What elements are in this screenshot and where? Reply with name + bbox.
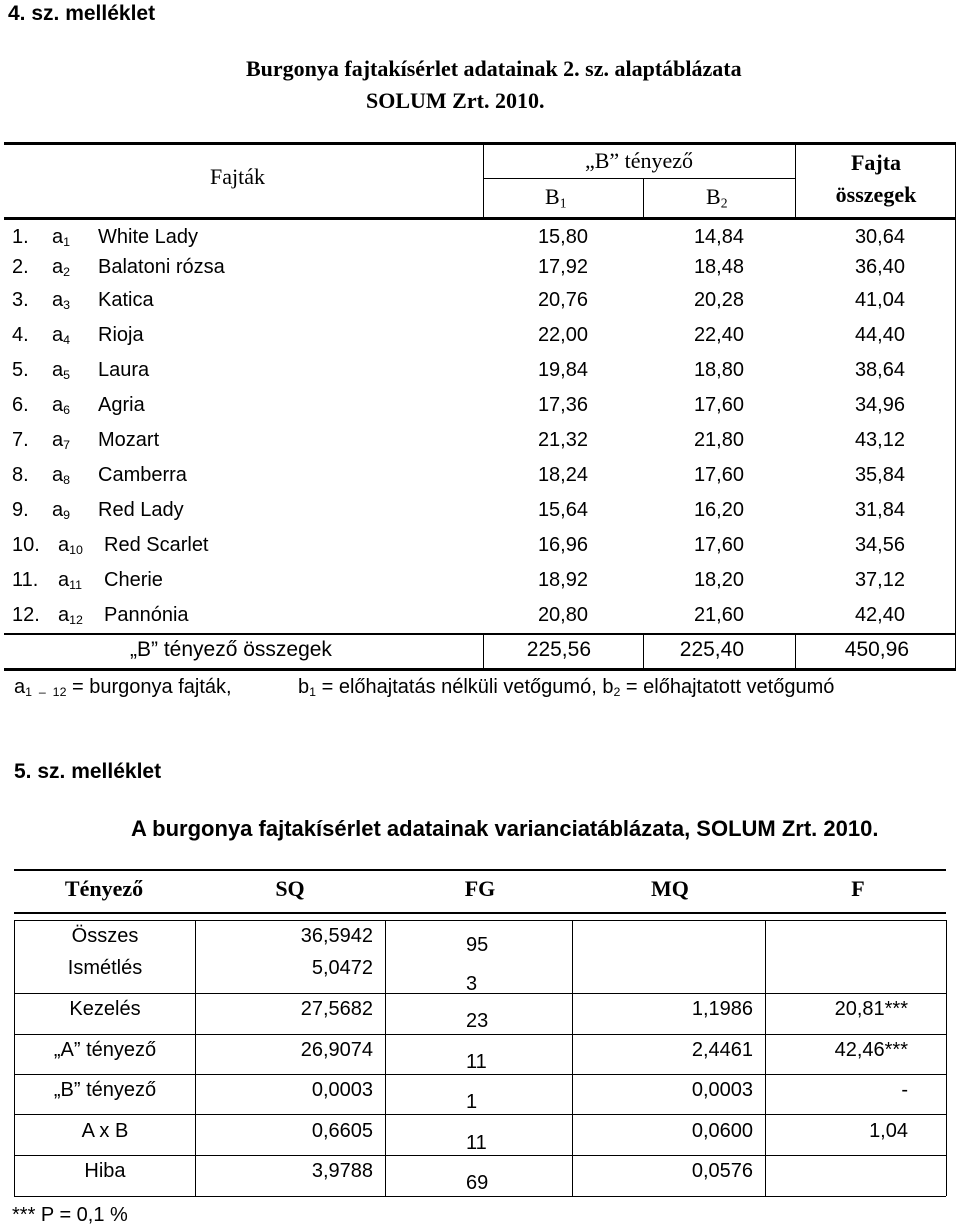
value-total: 43,12 (854, 429, 905, 451)
variety-name: Rioja (98, 324, 144, 346)
row-number: 3. (12, 289, 29, 311)
header-tenyezo: Tényező (64, 876, 144, 901)
value-b2: 17,60 (693, 534, 744, 556)
value-total: 41,04 (854, 289, 905, 311)
mq-value: 0,0576 (691, 1160, 753, 1182)
row-number: 11. (12, 569, 39, 591)
header-f: F (851, 876, 865, 901)
row-code-letter: a (58, 604, 70, 626)
row-code-sub: 4 (63, 333, 71, 348)
table2-top-border (14, 869, 946, 871)
factor-label: Kezelés (69, 998, 141, 1020)
row-number: 6. (12, 394, 29, 416)
row-code-letter: a (52, 226, 64, 248)
value-total: 35,84 (854, 464, 905, 486)
footnote-a-code: a (14, 676, 26, 698)
row-code-sub: 7 (63, 438, 71, 453)
value-b1: 19,84 (537, 359, 588, 381)
footnote-a-sub: 1 – 12 (25, 685, 67, 700)
variety-name: Cherie (104, 569, 163, 591)
sq-value: 3,9788 (311, 1160, 373, 1182)
row-code-letter: a (52, 289, 64, 311)
sq-value: 26,9074 (300, 1039, 373, 1061)
fg-value: 69 (466, 1172, 489, 1194)
value-b1: 15,64 (537, 499, 588, 521)
row-number: 8. (12, 464, 29, 486)
row-code-sub: 2 (63, 265, 71, 280)
row-code (58, 534, 83, 557)
value-b2: 17,60 (693, 394, 744, 416)
table2-header-bottom-border2 (14, 920, 946, 921)
row-code-sub: 10 (69, 543, 83, 558)
row-code (52, 394, 70, 417)
factor-label: „B” tényező (53, 1079, 157, 1101)
fg-value: 23 (466, 1010, 489, 1032)
annex4-title-text1: Burgonya fajtakísérlet adatainak 2. sz. alaptáblázata (246, 56, 742, 81)
table2-row-line (14, 1074, 946, 1075)
value-b1: 21,32 (537, 429, 588, 451)
value-b2: 16,20 (693, 499, 744, 521)
value-b1: 22,00 (537, 324, 588, 346)
value-b1: 15,80 (537, 226, 588, 248)
value-b2: 22,40 (693, 324, 744, 346)
footnote-b1-sub: 1 (309, 685, 317, 700)
annex4-heading: 4. sz. melléklet (8, 2, 156, 25)
row-code-sub: 11 (69, 578, 82, 593)
row-code (52, 324, 70, 347)
row-number: 1. (12, 226, 29, 248)
footnote-b-code: b (298, 676, 310, 698)
value-total: 44,40 (854, 324, 905, 346)
row-code-sub: 1 (63, 235, 71, 250)
factor-label: Ismétlés (67, 957, 143, 979)
row-code (58, 569, 82, 592)
row-code-letter: a (52, 429, 64, 451)
mq-value: 1,1986 (691, 998, 753, 1020)
col-totals-line2: összegek (835, 182, 917, 207)
row-number: 12. (12, 604, 40, 626)
fg-value: 11 (466, 1051, 487, 1073)
f-value: - (901, 1079, 908, 1101)
table2-col-line (385, 920, 386, 1196)
row-code (52, 256, 70, 279)
row-code-sub: 8 (63, 473, 71, 488)
value-b2: 17,60 (693, 464, 744, 486)
col-b2 (706, 184, 728, 210)
value-b1: 18,24 (537, 464, 588, 486)
value-b2: 20,28 (693, 289, 744, 311)
col-b1-sub: 1 (559, 195, 567, 211)
footnote-varieties (14, 676, 232, 699)
value-b1: 17,36 (537, 394, 588, 416)
value-total: 38,64 (854, 359, 905, 381)
footnote-b2-text: = előhajtatott vetőgumó (620, 676, 835, 698)
value-total: 37,12 (854, 569, 905, 591)
value-b2: 14,84 (693, 226, 744, 248)
footnote-b1-text: = előhajtatás nélküli vetőgumó, b (316, 676, 614, 698)
table1-vline-b2 (643, 178, 644, 218)
value-b2: 18,48 (693, 256, 744, 278)
row-code (52, 359, 70, 382)
value-total: 36,40 (854, 256, 905, 278)
row-code (58, 604, 83, 627)
table1-right-border (955, 142, 956, 670)
variety-name: Red Lady (98, 499, 184, 521)
value-b1: 20,80 (537, 604, 588, 626)
significance-note: *** P = 0,1 % (12, 1204, 128, 1226)
row-code (52, 464, 70, 487)
sum-row-label: „B” tényező összegek (130, 638, 332, 661)
variety-name: Red Scarlet (104, 534, 209, 556)
variety-name: Agria (98, 394, 145, 416)
annex4-title-line2: SOLUM Zrt. 2010. (366, 88, 545, 113)
table2-row-line (14, 1155, 946, 1156)
value-total: 30,64 (854, 226, 905, 248)
sq-value: 0,0003 (311, 1079, 373, 1101)
col-totals-line1: Fajta (850, 150, 902, 175)
fg-value: 95 (466, 934, 489, 956)
table2-header-bottom-border (14, 912, 946, 914)
col-varieties: Fajták (210, 164, 265, 189)
sq-value: 27,5682 (300, 998, 373, 1020)
variety-name: Pannónia (104, 604, 189, 626)
value-b1: 17,92 (537, 256, 588, 278)
mq-value: 0,0003 (691, 1079, 753, 1101)
header-sq: SQ (275, 876, 305, 901)
table1-sum-bottom-border (4, 668, 956, 671)
sum-row-b2: 225,40 (679, 638, 744, 661)
f-value: 42,46*** (834, 1039, 908, 1061)
row-code-letter: a (52, 464, 64, 486)
mq-value: 2,4461 (691, 1039, 753, 1061)
annex5-title: A burgonya fajtakísérlet adatainak varianciatáblázata, SOLUM Zrt. 2010. (131, 816, 879, 841)
row-number: 4. (12, 324, 29, 346)
factor-label: Hiba (84, 1160, 126, 1182)
footnote-a-text: = burgonya fajták, (66, 676, 232, 698)
variety-name: Laura (98, 359, 150, 381)
table2-row-line (14, 1034, 946, 1035)
row-code-letter: a (52, 324, 64, 346)
factor-label: Összes (71, 925, 139, 947)
sq-value: 36,5942 (300, 925, 373, 947)
row-code-letter: a (52, 499, 64, 521)
value-b1: 18,92 (537, 569, 588, 591)
table1-top-border (4, 142, 956, 145)
row-code-sub: 9 (63, 508, 71, 523)
row-code-sub: 12 (69, 613, 83, 628)
value-b2: 21,80 (693, 429, 744, 451)
fg-value: 3 (466, 973, 478, 995)
row-number: 5. (12, 359, 29, 381)
table2-row-line (14, 1196, 946, 1197)
row-number: 2. (12, 256, 29, 278)
row-code (52, 226, 70, 249)
table2-col-line (946, 920, 947, 1196)
value-total: 42,40 (854, 604, 905, 626)
col-b2-letter: B (706, 184, 721, 209)
row-code-letter: a (52, 359, 64, 381)
variety-name: Katica (98, 289, 154, 311)
sq-value: 0,6605 (311, 1120, 373, 1142)
value-b2: 18,20 (693, 569, 744, 591)
row-code-letter: a (52, 256, 64, 278)
row-code-sub: 6 (63, 403, 71, 418)
table2-row-line (14, 1114, 946, 1115)
row-code-sub: 3 (63, 298, 71, 313)
sum-row-b1: 225,56 (526, 638, 591, 661)
factor-label: A x B (81, 1120, 129, 1142)
table1-header-bottom-border (4, 217, 956, 220)
value-total: 34,96 (854, 394, 905, 416)
row-code-letter: a (58, 569, 70, 591)
col-b2-sub: 2 (720, 195, 728, 211)
f-value: 20,81*** (834, 998, 908, 1020)
variety-name: Mozart (98, 429, 160, 451)
value-b1: 16,96 (537, 534, 588, 556)
row-number: 10. (12, 534, 40, 556)
table1-sum-top-border (4, 633, 956, 635)
footnote-tubers (298, 676, 834, 699)
variety-name: Camberra (98, 464, 187, 486)
value-b1: 20,76 (537, 289, 588, 311)
col-b1-letter: B (545, 184, 560, 209)
row-number: 7. (12, 429, 29, 451)
sq-value: 5,0472 (311, 957, 373, 979)
row-code (52, 289, 70, 312)
value-b2: 21,60 (693, 604, 744, 626)
footnote-b2-sub: 2 (613, 685, 621, 700)
variety-name: Balatoni rózsa (98, 256, 225, 278)
row-code-letter: a (52, 394, 64, 416)
row-number: 9. (12, 499, 29, 521)
row-code (52, 499, 70, 522)
sum-row-total: 450,96 (844, 638, 909, 661)
table2-row-line (14, 993, 946, 994)
row-code (52, 429, 70, 452)
col-b1 (545, 184, 567, 210)
f-value: 1,04 (869, 1120, 908, 1142)
row-code-letter: a (58, 534, 70, 556)
factor-label: „A” tényező (53, 1039, 157, 1061)
col-factor-b: „B” tényező (584, 148, 694, 173)
header-mq: MQ (651, 876, 689, 901)
value-total: 31,84 (854, 499, 905, 521)
fg-value: 11 (466, 1132, 487, 1154)
value-b2: 18,80 (693, 359, 744, 381)
annex5-heading: 5. sz. melléklet (14, 760, 162, 783)
variety-name: White Lady (98, 226, 199, 248)
mq-value: 0,0600 (691, 1120, 753, 1142)
fg-value: 1 (466, 1091, 478, 1113)
row-code-sub: 5 (63, 368, 71, 383)
value-total: 34,56 (854, 534, 905, 556)
table1-header-divider (483, 178, 795, 179)
header-fg: FG (464, 876, 496, 901)
